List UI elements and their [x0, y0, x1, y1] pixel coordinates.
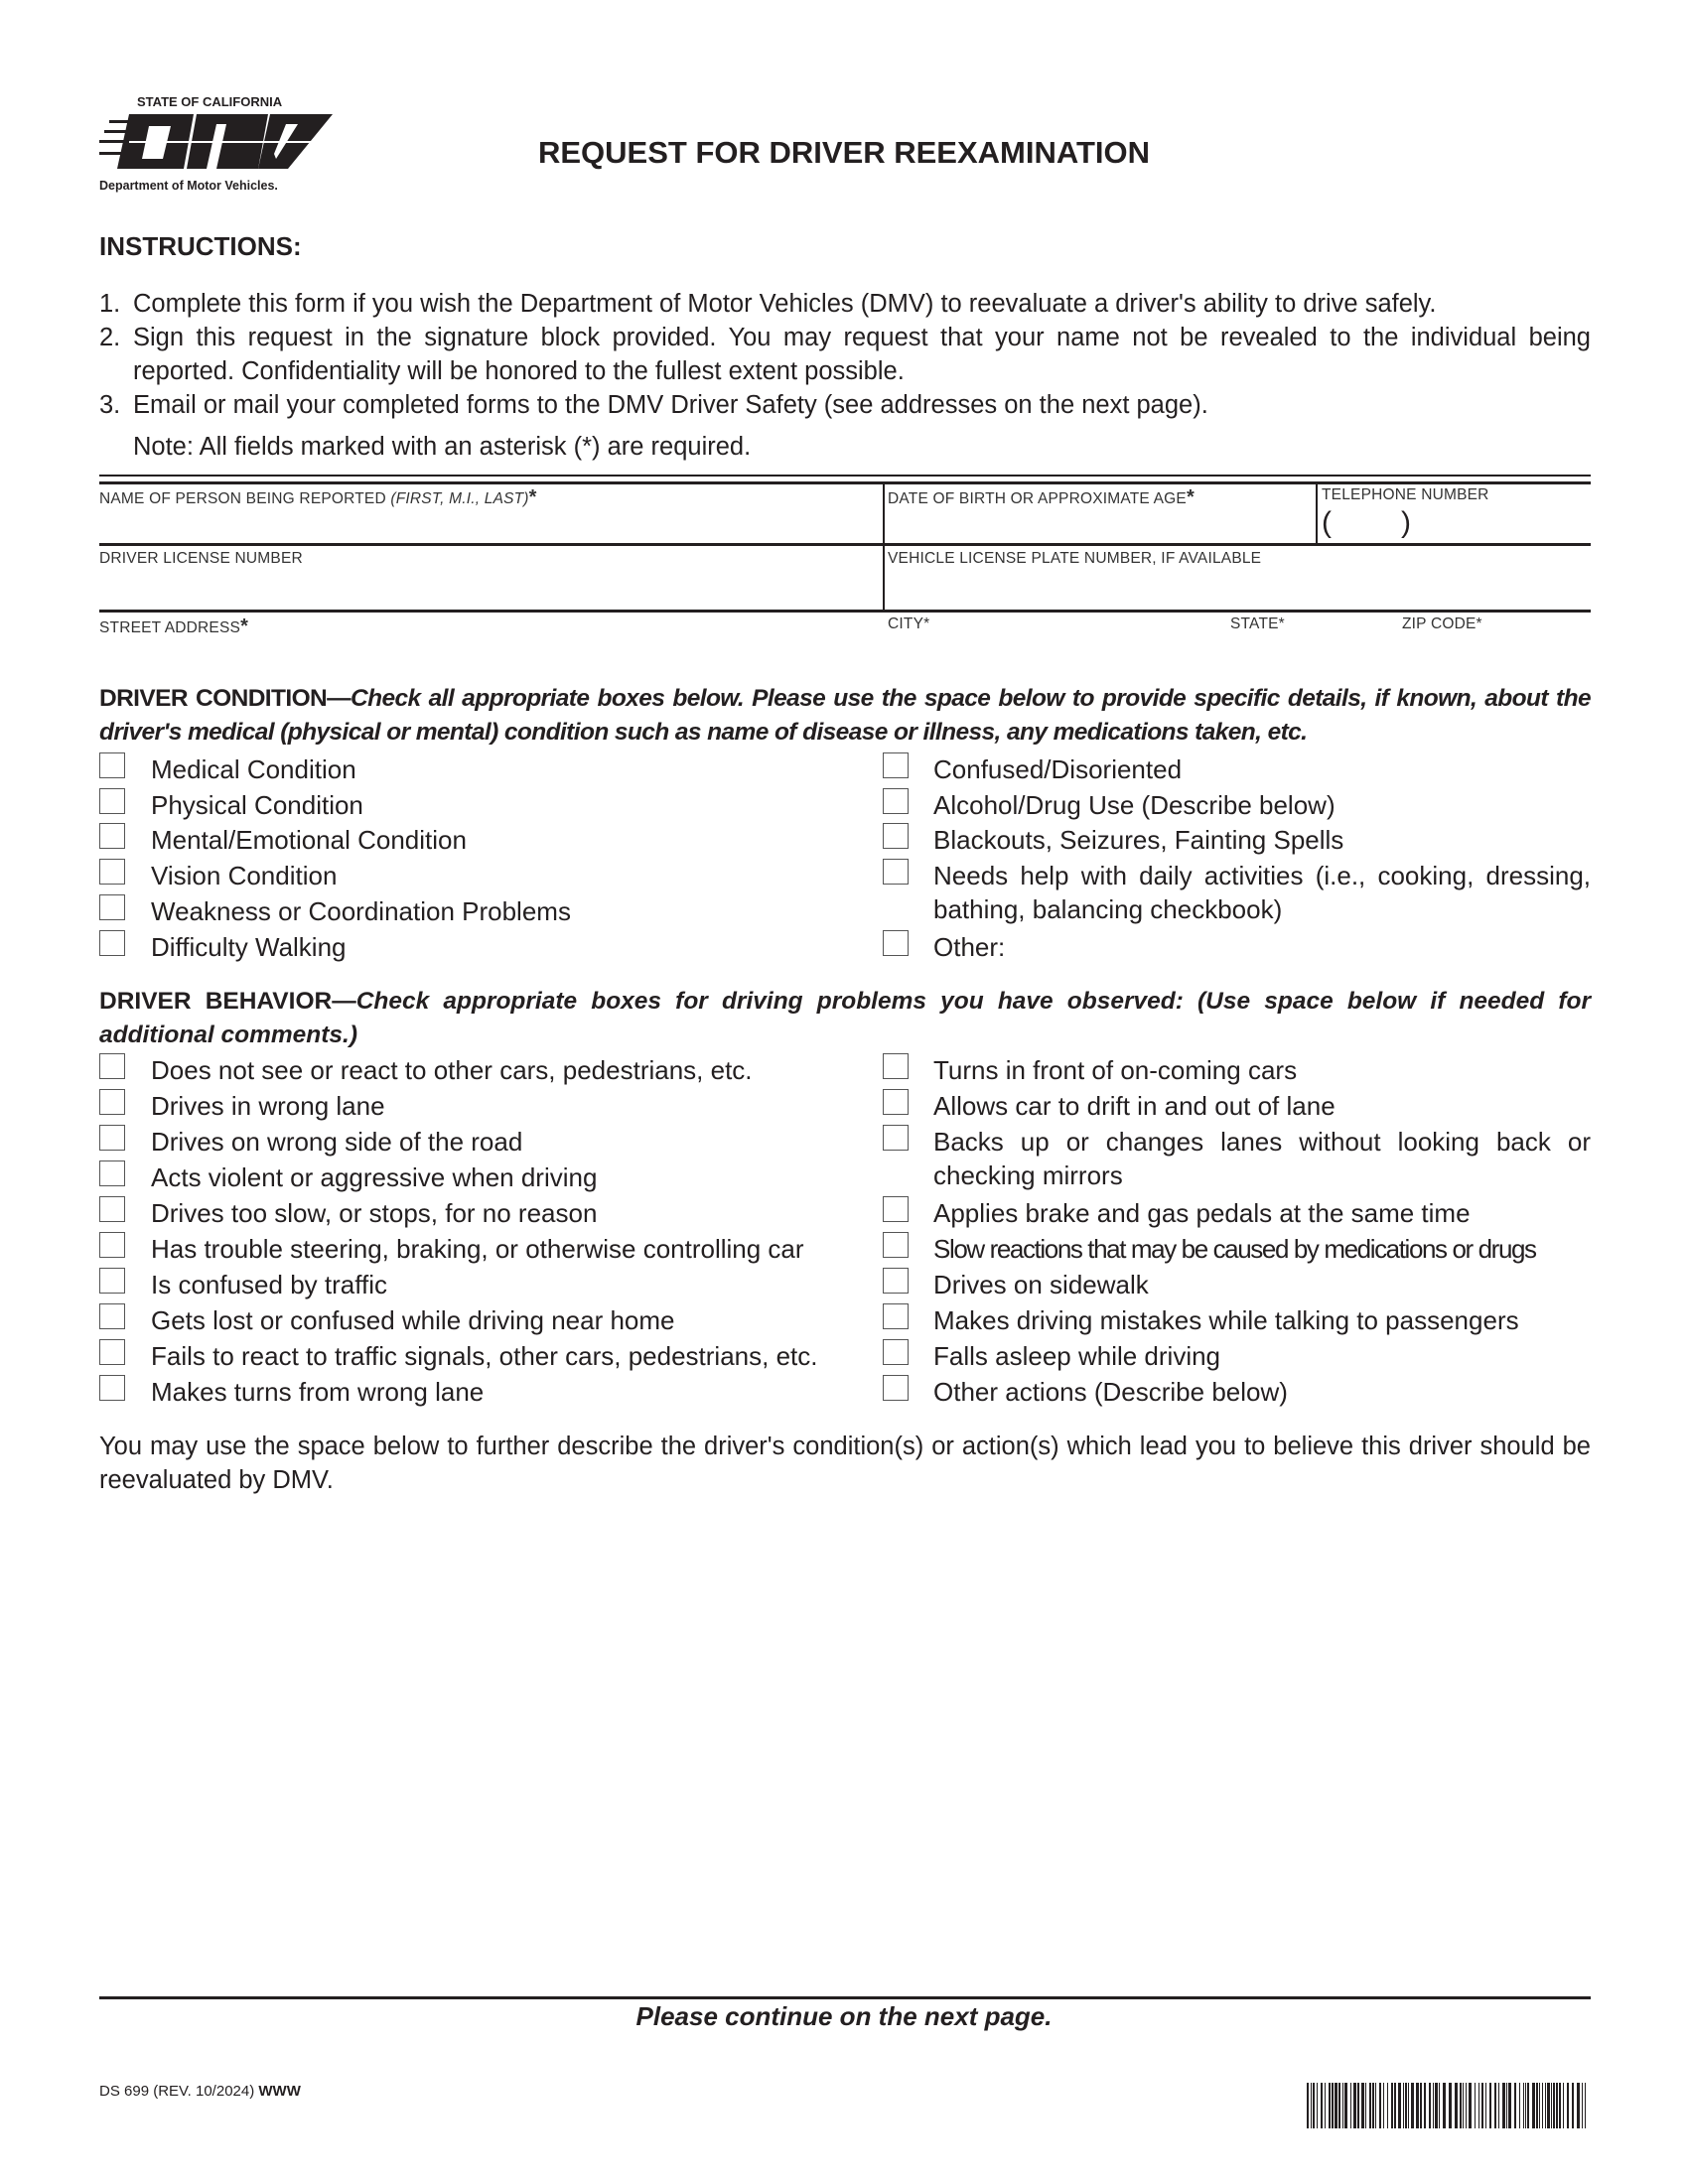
barcode-bar — [1387, 2083, 1388, 2128]
divider — [99, 475, 1591, 477]
form-id — [99, 2083, 301, 2100]
condition-instruction: Check all appropriate boxes below. Please use the space below to provide specific details, if known, about the driver's medical (physical or mental) condition such as name of disease or illness, any medications taken, etc. — [99, 685, 1591, 746]
behavior-option-label: Drives too slow, or stops, for no reason — [151, 1198, 598, 1228]
barcode-bar — [1391, 2083, 1393, 2128]
barcode-bar — [1338, 2083, 1340, 2128]
barcode-bar — [1553, 2083, 1555, 2128]
condition-option-label: Vision Condition — [151, 861, 338, 890]
condition-title: DRIVER CONDITION— — [99, 685, 352, 712]
description-area[interactable] — [99, 1469, 1591, 1985]
behavior-option-label: Falls asleep while driving — [933, 1341, 1221, 1371]
barcode-bar — [1542, 2083, 1543, 2128]
condition-checkbox[interactable] — [883, 930, 909, 956]
barcode-bar — [1494, 2083, 1496, 2128]
barcode-bar — [1469, 2083, 1472, 2128]
barcode-bar — [1525, 2083, 1526, 2128]
barcode-bar — [1313, 2083, 1315, 2128]
behavior-option-label: Other actions (Describe below) — [933, 1377, 1288, 1407]
barcode-bar — [1508, 2083, 1511, 2128]
condition-checkbox[interactable] — [99, 930, 125, 956]
zip-field[interactable]: ZIP CODE* — [1402, 615, 1482, 632]
license-field[interactable]: DRIVER LICENSE NUMBER — [99, 550, 303, 567]
behavior-instruction: Check appropriate boxes for driving problems you have observed: (Use space below if needed for additional comments.) — [99, 988, 1591, 1048]
behavior-checkbox[interactable] — [883, 1125, 909, 1151]
behavior-option-label: Backs up or changes lanes without looking back or checking mirrors — [933, 1127, 1591, 1190]
barcode-bar — [1585, 2083, 1586, 2128]
behavior-checkbox[interactable] — [99, 1268, 125, 1294]
behavior-option-label: Acts violent or aggressive when driving — [151, 1162, 598, 1192]
name-label: NAME OF PERSON BEING REPORTED — [99, 490, 391, 507]
instructions-heading: INSTRUCTIONS: — [99, 231, 302, 261]
behavior-checkbox[interactable] — [99, 1160, 125, 1186]
barcode-bar — [1344, 2083, 1347, 2128]
behavior-checkbox[interactable] — [99, 1232, 125, 1258]
behavior-option-label: Makes turns from wrong lane — [151, 1377, 485, 1407]
behavior-option-label: Fails to react to traffic signals, other cars, pedestrians, etc. — [151, 1341, 818, 1371]
condition-option-label: Blackouts, Seizures, Fainting Spells — [933, 825, 1344, 855]
behavior-checkbox[interactable] — [99, 1089, 125, 1115]
condition-option-label: Alcohol/Drug Use (Describe below) — [933, 790, 1336, 820]
describe-instructions: You may use the space below to further describe the driver's condition(s) or action(s) which lead you to believe this driver should be reevaluated by DMV. — [99, 1433, 1591, 1494]
phone-label: TELEPHONE NUMBER — [1322, 486, 1489, 503]
behavior-checkbox[interactable] — [99, 1053, 125, 1079]
barcode-bar — [1325, 2083, 1326, 2128]
condition-option-label: Mental/Emotional Condition — [151, 825, 467, 855]
condition-heading — [99, 682, 1591, 750]
instruction-1: Complete this form if you wish the Department of Motor Vehicles (DMV) to reevaluate a driver's ability to drive safely. — [133, 290, 1437, 318]
barcode-bar — [1332, 2083, 1334, 2128]
svg-text:STATE OF CALIFORNIA: STATE OF CALIFORNIA — [137, 94, 283, 109]
behavior-checkbox[interactable] — [883, 1339, 909, 1365]
barcode-bar — [1335, 2083, 1337, 2128]
condition-checkbox[interactable] — [883, 823, 909, 849]
behavior-checkbox[interactable] — [883, 1268, 909, 1294]
behavior-option-label: Drives on sidewalk — [933, 1270, 1149, 1299]
barcode-bar — [1466, 2083, 1467, 2128]
barcode-bar — [1411, 2083, 1414, 2128]
dob-label: DATE OF BIRTH OR APPROXIMATE AGE — [888, 490, 1187, 507]
barcode-bar — [1429, 2083, 1431, 2128]
barcode-bar — [1460, 2083, 1462, 2128]
barcode-bar — [1551, 2083, 1552, 2128]
behavior-heading — [99, 985, 1591, 1052]
state-field[interactable]: STATE* — [1230, 615, 1285, 632]
barcode-bar — [1475, 2083, 1476, 2128]
barcode-bar — [1519, 2083, 1520, 2128]
barcode-bar — [1559, 2083, 1561, 2128]
barcode-bar — [1405, 2083, 1407, 2128]
condition-option-label: Weakness or Coordination Problems — [151, 896, 571, 926]
behavior-title: DRIVER BEHAVIOR— — [99, 988, 356, 1015]
barcode-bar — [1498, 2083, 1499, 2128]
condition-option-label: Needs help with daily activities (i.e., cooking, dressing, bathing, balancing checkbook) — [933, 861, 1591, 924]
instruction-num-2: 2. — [99, 324, 121, 351]
condition-checkbox[interactable] — [99, 894, 125, 920]
barcode-bar — [1433, 2083, 1434, 2128]
barcode-bar — [1342, 2083, 1343, 2128]
barcode-bar — [1365, 2083, 1366, 2128]
barcode-bar — [1372, 2083, 1374, 2128]
behavior-option-label: Turns in front of on-coming cars — [933, 1055, 1298, 1085]
condition-option-label: Difficulty Walking — [151, 932, 347, 962]
barcode-bar — [1375, 2083, 1376, 2128]
instruction-2: Sign this request in the signature block provided. You may request that your name not be revealed to the individual being reported. Confidentiality will be honored to the fullest extent possible. — [133, 324, 1591, 385]
condition-checkbox[interactable] — [99, 788, 125, 814]
form-suffix: WWW — [258, 2083, 301, 2100]
instruction-3: Email or mail your completed forms to the DMV Driver Safety (see addresses on the next page). — [133, 391, 1208, 419]
barcode-bar — [1311, 2083, 1312, 2128]
barcode-bar — [1424, 2083, 1426, 2128]
phone-field[interactable] — [1322, 506, 1411, 540]
barcode-bar — [1539, 2083, 1540, 2128]
behavior-checkbox[interactable] — [883, 1303, 909, 1329]
area-code-close: ) — [1401, 506, 1411, 539]
behavior-option-label: Makes driving mistakes while talking to passengers — [933, 1305, 1519, 1335]
name-field[interactable] — [99, 486, 537, 509]
behavior-checkbox[interactable] — [883, 1375, 909, 1401]
barcode-bar — [1379, 2083, 1381, 2128]
behavior-option-label: Has trouble steering, braking, or otherwise controlling car — [151, 1234, 804, 1264]
barcode-bar — [1420, 2083, 1422, 2128]
instruction-num-1: 1. — [99, 290, 121, 318]
barcode-bar — [1329, 2083, 1331, 2128]
barcode-bar — [1350, 2083, 1351, 2128]
divider — [99, 1996, 1591, 1999]
area-code-open: ( — [1322, 506, 1332, 539]
behavior-option-label: Gets lost or confused while driving near home — [151, 1305, 675, 1335]
barcode-bar — [1527, 2083, 1529, 2128]
barcode-bar — [1398, 2083, 1401, 2128]
condition-checkbox[interactable] — [99, 752, 125, 778]
plate-field[interactable]: VEHICLE LICENSE PLATE NUMBER, IF AVAILABLE — [888, 550, 1262, 567]
svg-text:Department of Motor Vehicles.: Department of Motor Vehicles. — [99, 179, 278, 193]
behavior-option-label: Applies brake and gas pedals at the same time — [933, 1198, 1471, 1228]
behavior-option-label: Is confused by traffic — [151, 1270, 387, 1299]
required-note: Note: All fields marked with an asterisk (*) are required. — [133, 433, 752, 461]
barcode-bar — [1567, 2083, 1569, 2128]
barcode-bar — [1514, 2083, 1516, 2128]
barcode-bar — [1478, 2083, 1479, 2128]
barcode-bar — [1307, 2083, 1309, 2128]
behavior-checkbox[interactable] — [883, 1053, 909, 1079]
barcode-bar — [1435, 2083, 1438, 2128]
barcode-bar — [1383, 2083, 1384, 2128]
barcode-bar — [1361, 2083, 1364, 2128]
barcode-bar — [1536, 2083, 1538, 2128]
behavior-checkbox[interactable] — [99, 1196, 125, 1222]
street-label: STREET ADDRESS — [99, 619, 241, 636]
required-asterisk: * — [240, 615, 249, 637]
dob-field[interactable] — [888, 486, 1195, 509]
behavior-option-label: Allows car to drift in and out of lane — [933, 1091, 1336, 1121]
behavior-checkbox[interactable] — [99, 1125, 125, 1151]
city-field[interactable]: CITY* — [888, 615, 930, 632]
barcode-bar — [1449, 2083, 1452, 2128]
condition-checkbox[interactable] — [883, 752, 909, 778]
barcode-bar — [1481, 2083, 1483, 2128]
barcode-bar — [1582, 2083, 1583, 2128]
condition-option-label: Confused/Disoriented — [933, 754, 1183, 784]
barcode-bar — [1408, 2083, 1409, 2128]
barcode-bar — [1357, 2083, 1359, 2128]
barcode-bar — [1556, 2083, 1558, 2128]
barcode-bar — [1506, 2083, 1507, 2128]
behavior-option-label: Drives in wrong lane — [151, 1091, 385, 1121]
barcode-bar — [1416, 2083, 1419, 2128]
barcode-bar — [1403, 2083, 1404, 2128]
barcode-bar — [1572, 2083, 1574, 2128]
barcode-bar — [1321, 2083, 1323, 2128]
barcode-bar — [1563, 2083, 1564, 2128]
barcode-bar — [1532, 2083, 1535, 2128]
condition-option-label: Other: — [933, 932, 1006, 962]
barcode-bar — [1547, 2083, 1550, 2128]
continue-note: Please continue on the next page. — [635, 2001, 1053, 2031]
barcode-bar — [1577, 2083, 1580, 2128]
barcode-bar — [1545, 2083, 1546, 2128]
instruction-num-3: 3. — [99, 391, 121, 419]
barcode-bar — [1489, 2083, 1491, 2128]
divider — [99, 543, 1591, 546]
behavior-checkbox[interactable] — [99, 1303, 125, 1329]
barcode-bar — [1443, 2083, 1446, 2128]
barcode-bar — [1317, 2083, 1318, 2128]
barcode — [1307, 2079, 1591, 2130]
behavior-option-label: Drives on wrong side of the road — [151, 1127, 523, 1157]
condition-checkbox[interactable] — [99, 823, 125, 849]
required-asterisk: * — [1186, 486, 1195, 508]
condition-checkbox[interactable] — [883, 859, 909, 885]
required-asterisk: * — [528, 486, 537, 508]
barcode-bar — [1369, 2083, 1371, 2128]
divider — [99, 481, 1591, 484]
street-field[interactable] — [99, 615, 248, 638]
barcode-bar — [1502, 2083, 1505, 2128]
barcode-bar — [1463, 2083, 1464, 2128]
condition-option-label: Physical Condition — [151, 790, 363, 820]
behavior-checkbox[interactable] — [883, 1232, 909, 1258]
barcode-bar — [1485, 2083, 1486, 2128]
behavior-option-label: Does not see or react to other cars, pedestrians, etc. — [151, 1055, 753, 1085]
behavior-checkbox[interactable] — [99, 1339, 125, 1365]
form-number: DS 699 (REV. 10/2024) — [99, 2083, 259, 2100]
behavior-checkbox[interactable] — [883, 1089, 909, 1115]
barcode-bar — [1523, 2083, 1524, 2128]
name-hint: (FIRST, M.I., LAST) — [390, 490, 529, 507]
condition-option-label: Medical Condition — [151, 754, 356, 784]
divider — [1316, 482, 1318, 545]
page-title: REQUEST FOR DRIVER REEXAMINATION — [537, 135, 1151, 170]
behavior-checkbox[interactable] — [99, 1375, 125, 1401]
condition-checkbox[interactable] — [883, 788, 909, 814]
behavior-option-label: Slow reactions that may be caused by medications or drugs — [933, 1234, 1536, 1264]
barcode-bar — [1439, 2083, 1440, 2128]
divider — [99, 610, 1591, 613]
barcode-bar — [1394, 2083, 1396, 2128]
barcode-bar — [1353, 2083, 1356, 2128]
divider — [883, 482, 885, 612]
condition-checkbox[interactable] — [99, 859, 125, 885]
behavior-checkbox[interactable] — [883, 1196, 909, 1222]
barcode-bar — [1455, 2083, 1458, 2128]
